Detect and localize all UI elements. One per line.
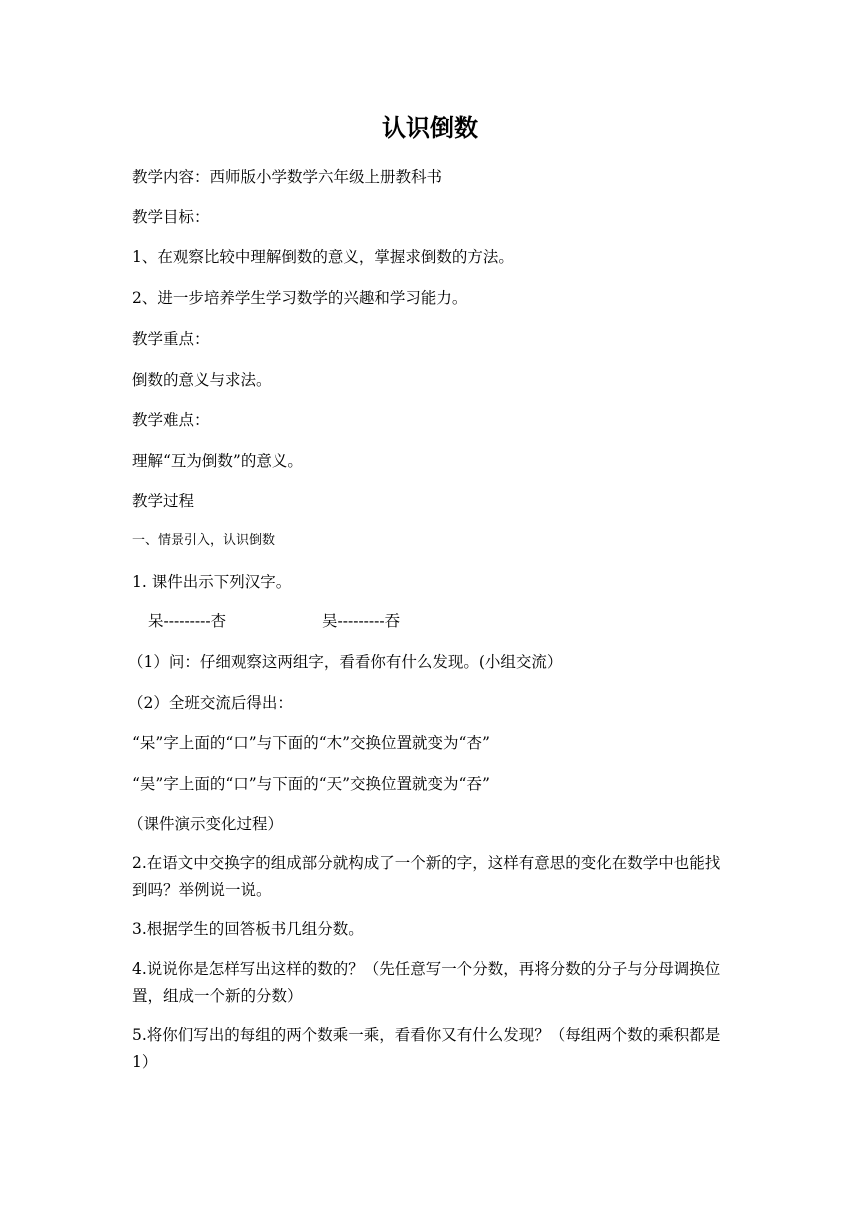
finding-2: “吴”字上面的“口”与下面的“天”交换位置就变为“吞” xyxy=(132,775,490,793)
page-title: 认识倒数 xyxy=(382,113,478,142)
demo-note: （课件演示变化过程） xyxy=(128,815,284,833)
difficulty-text: 理解“互为倒数”的意义。 xyxy=(132,452,303,470)
step-1: 1. 课件出示下列汉字。 xyxy=(132,573,292,591)
step-2: 2.在语文中交换字的组成部分就构成了一个新的字，这样有意思的变化在数学中也能找到吗？举例说一说。 xyxy=(132,854,721,899)
char-pair-2: 吴---------吞 xyxy=(322,612,401,630)
process-heading: 教学过程 xyxy=(132,492,195,510)
goal-2: 2、进一步培养学生学习数学的兴趣和学习能力。 xyxy=(132,289,468,307)
char-pair-1: 呆---------杏 xyxy=(148,612,227,630)
step-5: 5.将你们写出的每组的两个数乘一乘，看看你又有什么发现？（每组两个数的乘积都是 1） xyxy=(132,1026,721,1071)
section-1-heading: 一、情景引入，认识倒数 xyxy=(132,533,276,548)
key-heading: 教学重点： xyxy=(132,330,210,348)
step-4: 4.说说你是怎样写出这样的数的？（先任意写一个分数，再将分数的分子与分母调换位置，组成一个新的分数） xyxy=(132,960,721,1005)
goal-1: 1、在观察比较中理解倒数的意义，掌握求倒数的方法。 xyxy=(132,248,514,266)
question-2: （2）全班交流后得出： xyxy=(128,694,293,712)
step-3: 3.根据学生的回答板书几组分数。 xyxy=(132,920,364,938)
teaching-content: 教学内容：西师版小学数学六年级上册教科书 xyxy=(132,168,443,186)
goals-heading: 教学目标： xyxy=(132,208,210,226)
difficulty-heading: 教学难点： xyxy=(132,411,210,429)
finding-1: “呆”字上面的“口”与下面的“木”交换位置就变为“杏” xyxy=(132,734,490,752)
question-1: （1）问：仔细观察这两组字，看看你有什么发现。(小组交流） xyxy=(128,653,563,671)
key-text: 倒数的意义与求法。 xyxy=(132,371,272,389)
